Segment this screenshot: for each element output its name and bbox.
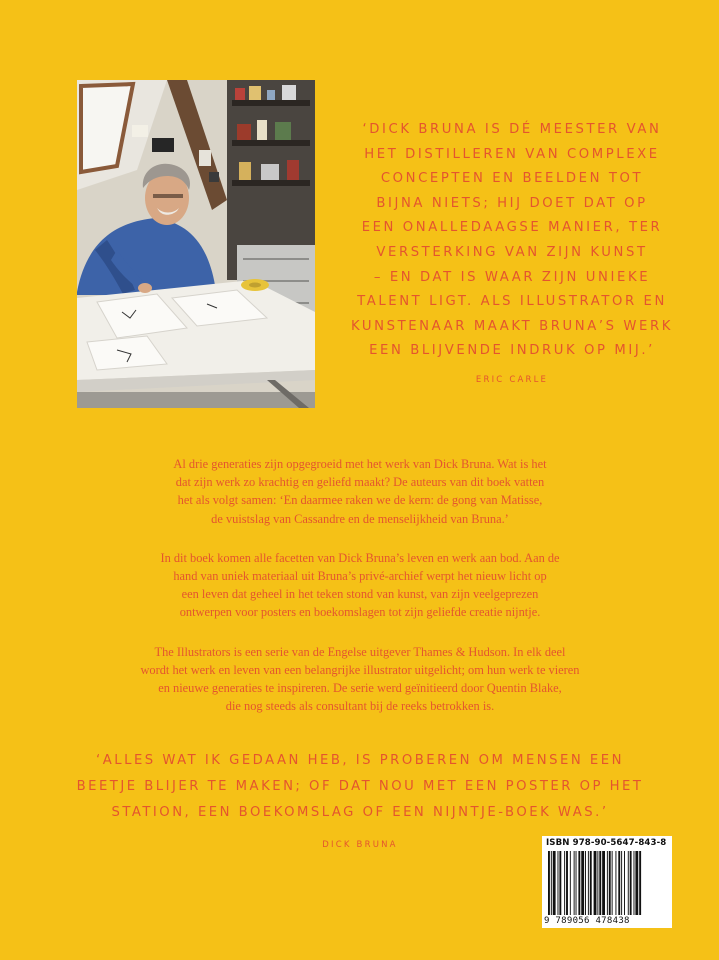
barcode-bar [590,851,592,915]
text-line: dat zijn werk zo krachtig en geliefd maakt? De auteurs van dit boek vatten [175,475,545,490]
text-line: hand van uniek materiaal uit Bruna’s privé-archief werpt het nieuw licht op [173,569,547,584]
barcode-bar [566,851,568,915]
text-line: de vuistslag van Cassandre en de menselijkheid van Bruna.’ [211,511,509,526]
quote-attribution-eric-carle: ERIC CARLE [475,375,549,385]
barcode-bar [602,851,605,915]
dick-bruna-quote [60,748,660,826]
barcode-bar [588,851,589,915]
barcode-bar [635,851,638,915]
blurb-paragraph [60,643,660,716]
barcode-bar [630,851,632,915]
barcode-bar [618,851,620,915]
barcode-bar [628,851,629,915]
eric-carle-quote [336,118,688,364]
barcode-bar [551,851,552,915]
barcode-bar [615,851,616,915]
barcode-bars [546,851,668,917]
barcode-bar [621,851,622,915]
barcode-bar [548,851,550,915]
barcode-bar [597,851,598,915]
ean-digits: 9 789056 478438 [544,916,630,926]
text-line: Al drie generaties zijn opgegroeid met het werk van Dick Bruna. Wat is het [173,457,547,471]
quote-line: EEN BLIJVENDE INDRUK OP MIJ.’ [369,343,655,359]
quote-attribution-dick-bruna: DICK BRUNA [322,840,398,850]
quote-line: HET DISTILLEREN VAN COMPLEXE [364,146,660,162]
barcode-bar [634,851,635,915]
quote-line: KUNSTENAAR MAAKT BRUNA’S WERK [351,318,673,334]
isbn-barcode [542,836,672,928]
quote-line: – EN DAT IS WAAR ZIJN UNIEKE [373,269,651,285]
text-line: In dit boek komen alle facetten van Dick Bruna’s leven en werk aan bod. Aan de [160,550,560,565]
text-line: het als volgt samen: ‘En daarmee raken we de kern: de gong van Matisse, [177,493,543,508]
quote-line: STATION, EEN BOEKOMSLAG OF EEN NIJNTJE-BOEK WAS.’ [111,805,609,820]
blurb-paragraph [60,549,660,622]
quote-line: EEN ONALLEDAAGSE MANIER, TER [361,220,663,236]
quote-line: BIJNA NIETS; HIJ DOET DAT OP [376,195,648,211]
barcode-bar [553,851,556,915]
quote-line: TALENT LIGT. ALS ILLUSTRATOR EN [357,294,667,310]
barcode-bar [574,851,575,915]
text-line: wordt het werk en leven van een belangrijke illustrator uitgelicht; om hun werk te vieren [140,662,580,677]
quote-line: ‘DICK BRUNA IS DÉ MEESTER VAN [362,122,662,137]
text-line: ontwerpen voor posters en boekomslagen tot zijn geliefde creatie nijntje. [179,605,541,620]
barcode-bar [612,851,613,915]
text-line: The Illustrators is een serie van de Engelse uitgever Thames & Hudson. In elk deel [154,644,566,659]
barcode-bar [576,851,577,915]
barcode-bar [624,851,625,915]
barcode-bar [581,851,584,915]
quote-line: CONCEPTEN EN BEELDEN TOT [380,171,644,187]
barcode-bar [570,851,571,915]
text-line: en nieuwe generaties te inspireren. De serie werd geïnitieerd door Quentin Blake, [158,681,562,696]
author-photo [77,80,315,408]
quote-line: VERSTERKING VAN ZIJN KUNST [376,244,648,260]
barcode-bar [594,851,597,915]
barcode-bar [599,851,601,915]
barcode-bar [564,851,565,915]
barcode-bar [607,851,608,915]
text-line: een leven dat geheel in het teken stond van kunst, van zijn veelgeprezen [181,587,539,602]
quote-line: ‘ALLES WAT IK GEDAAN HEB, IS PROBEREN OM MENSEN EEN [96,753,624,768]
quote-line: BEETJE BLIJER TE MAKEN; OF DAT NOU MET EEN POSTER OP HET [76,779,644,794]
barcode-bar [559,851,561,915]
barcode-bar [609,851,611,915]
barcode-bar [558,851,559,915]
text-line: die nog steeds als consultant bij de reeks betrokken is. [225,699,495,714]
barcode-bar [585,851,586,915]
blurb-paragraph [60,455,660,528]
barcode-bar [578,851,580,915]
isbn-label: ISBN 978-90-5647-843-8 [546,838,667,848]
barcode-bar [639,851,641,915]
blurb-text [60,455,660,736]
